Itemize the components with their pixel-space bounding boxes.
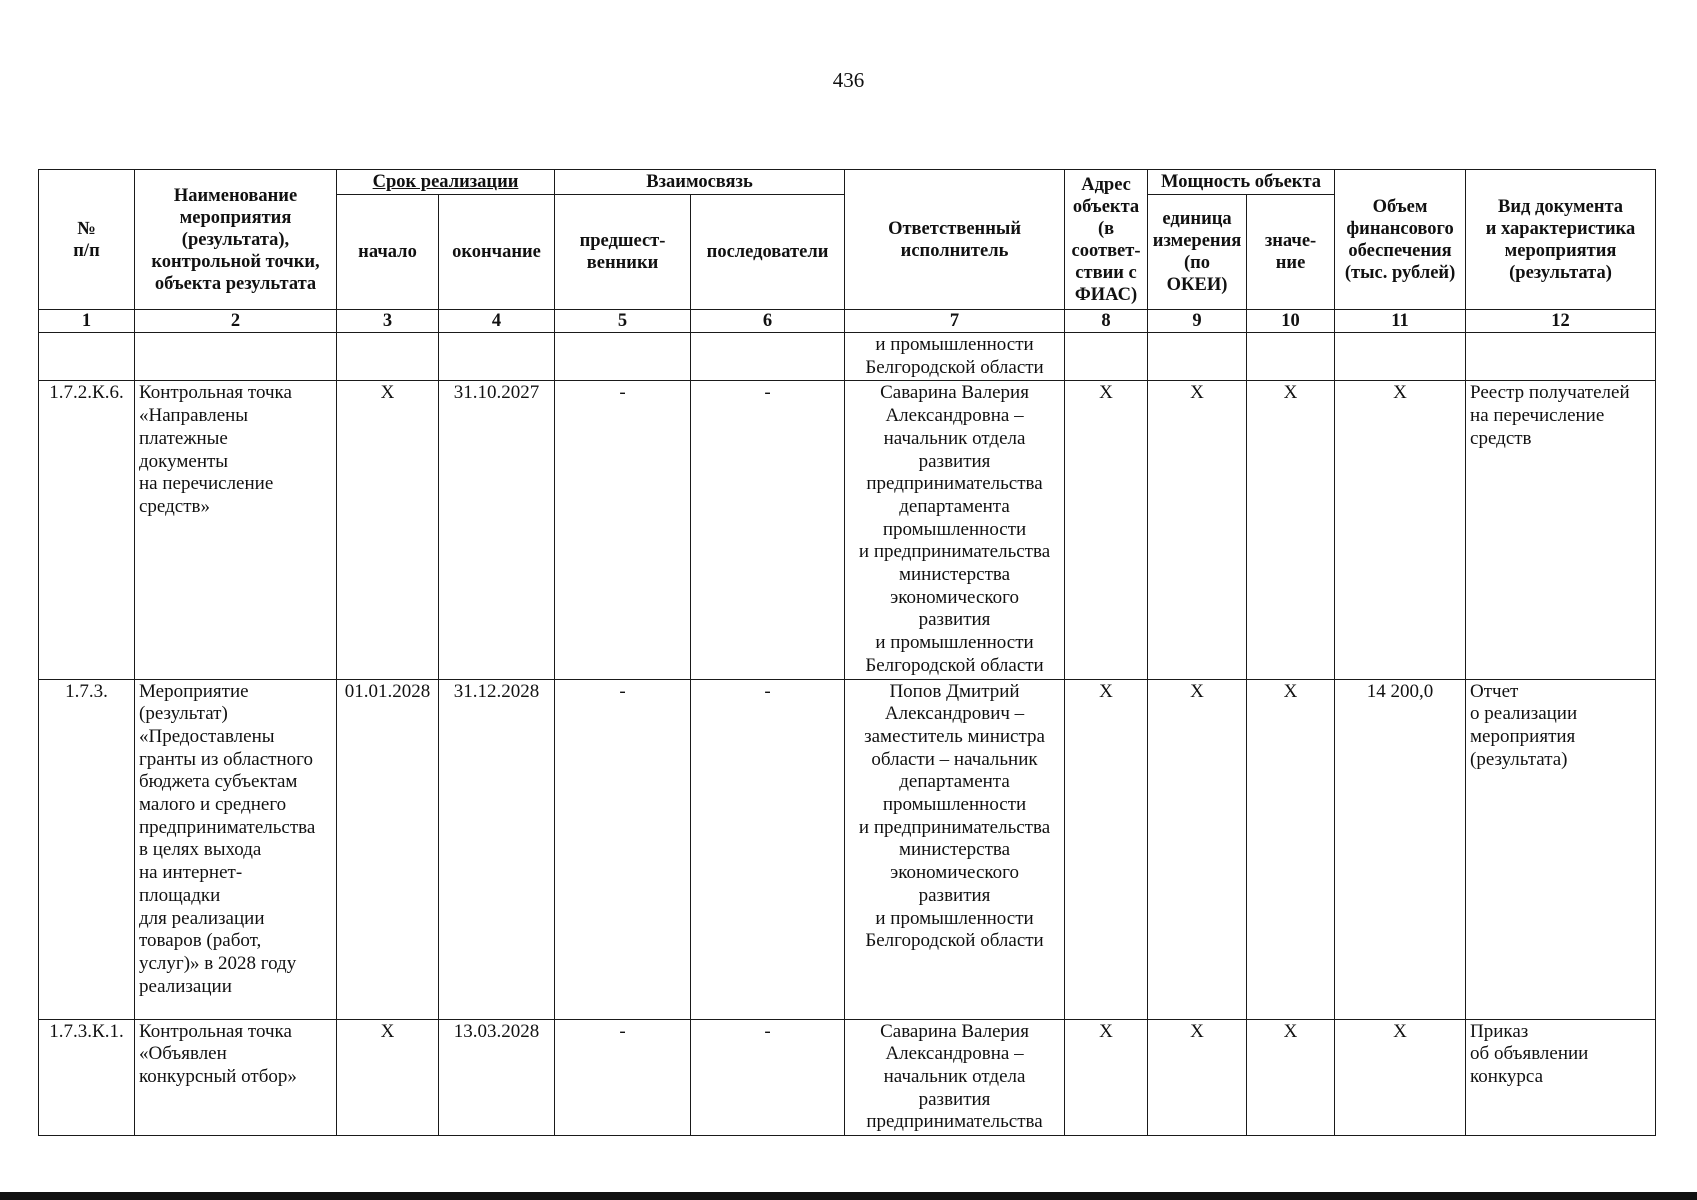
row-end: 13.03.2028 bbox=[439, 1019, 555, 1136]
row-address: X bbox=[1065, 1019, 1148, 1136]
header-doc-type: Вид документа и характеристика мероприятия (результата) bbox=[1466, 170, 1656, 310]
row-address: X bbox=[1065, 679, 1148, 1019]
header-responsible: Ответственный исполнитель bbox=[845, 170, 1065, 310]
row-start: X bbox=[337, 1019, 439, 1136]
row-number: 1.7.3.К.1. bbox=[39, 1019, 135, 1136]
row-predecessors: - bbox=[555, 381, 691, 679]
row-name bbox=[135, 333, 337, 381]
header-address: Адрес объекта (в соответ- ствии с ФИАС) bbox=[1065, 170, 1148, 310]
column-number: 8 bbox=[1065, 310, 1148, 333]
row-end bbox=[439, 333, 555, 381]
column-number: 3 bbox=[337, 310, 439, 333]
row-finance: X bbox=[1335, 381, 1466, 679]
row-responsible: Саварина Валерия Александровна – начальник отдела развития предпринимательства bbox=[845, 1019, 1065, 1136]
header-capacity: Мощность объекта bbox=[1148, 170, 1335, 195]
table-row bbox=[39, 679, 1656, 1019]
row-finance: X bbox=[1335, 1019, 1466, 1136]
row-start bbox=[337, 333, 439, 381]
row-doc: Приказ об объявлении конкурса bbox=[1466, 1019, 1656, 1136]
column-number: 7 bbox=[845, 310, 1065, 333]
row-unit bbox=[1148, 333, 1247, 381]
row-finance: 14 200,0 bbox=[1335, 679, 1466, 1019]
row-doc bbox=[1466, 333, 1656, 381]
row-number: 1.7.3. bbox=[39, 679, 135, 1019]
column-number: 11 bbox=[1335, 310, 1466, 333]
row-start: X bbox=[337, 381, 439, 679]
column-number: 2 bbox=[135, 310, 337, 333]
column-number: 1 bbox=[39, 310, 135, 333]
header-end: окончание bbox=[439, 195, 555, 310]
table-row bbox=[39, 1019, 1656, 1136]
header-name: Наименование мероприятия (результата), контрольной точки, объекта результата bbox=[135, 170, 337, 310]
row-successors bbox=[691, 333, 845, 381]
column-number: 12 bbox=[1466, 310, 1656, 333]
column-number: 9 bbox=[1148, 310, 1247, 333]
row-unit: X bbox=[1148, 679, 1247, 1019]
row-value: X bbox=[1247, 1019, 1335, 1136]
column-number: 6 bbox=[691, 310, 845, 333]
header-predecessors: предшест- венники bbox=[555, 195, 691, 310]
row-responsible: и промышленности Белгородской области bbox=[845, 333, 1065, 381]
row-name: Мероприятие (результат) «Предоставлены гранты из областного бюджета субъектам малого и среднего предпринимательства в целях выхода на интернет- площадки для реализации товаров (работ, услуг)» в 2028 году реализации bbox=[135, 679, 337, 1019]
row-finance bbox=[1335, 333, 1466, 381]
row-responsible: Саварина Валерия Александровна – начальник отдела развития предпринимательства департамента промышленности и предпринимательства министерства экономического развития и промышленности Белгородской области bbox=[845, 381, 1065, 679]
row-number bbox=[39, 333, 135, 381]
row-responsible: Попов Дмитрий Александрович – заместитель министра области – начальник департамента промышленности и предпринимательства министерства экономического развития и промышленности Белгородской области bbox=[845, 679, 1065, 1019]
column-number: 4 bbox=[439, 310, 555, 333]
header-successors: последователи bbox=[691, 195, 845, 310]
header-term: Срок реализации bbox=[337, 170, 555, 195]
table-row bbox=[39, 381, 1656, 679]
header-start: начало bbox=[337, 195, 439, 310]
row-predecessors bbox=[555, 333, 691, 381]
row-successors: - bbox=[691, 1019, 845, 1136]
header-number: № п/п bbox=[39, 170, 135, 310]
row-value: X bbox=[1247, 679, 1335, 1019]
activities-table bbox=[38, 169, 1656, 1136]
row-number: 1.7.2.К.6. bbox=[39, 381, 135, 679]
row-end: 31.10.2027 bbox=[439, 381, 555, 679]
header-relation: Взаимосвязь bbox=[555, 170, 845, 195]
column-number: 5 bbox=[555, 310, 691, 333]
row-successors: - bbox=[691, 381, 845, 679]
row-predecessors: - bbox=[555, 1019, 691, 1136]
header-finance: Объем финансового обеспечения (тыс. рублей) bbox=[1335, 170, 1466, 310]
header-unit: единица измерения (по ОКЕИ) bbox=[1148, 195, 1247, 310]
row-doc: Отчет о реализации мероприятия (результата) bbox=[1466, 679, 1656, 1019]
row-unit: X bbox=[1148, 1019, 1247, 1136]
page-bottom-edge bbox=[0, 1192, 1697, 1200]
row-predecessors: - bbox=[555, 679, 691, 1019]
row-start: 01.01.2028 bbox=[337, 679, 439, 1019]
row-value: X bbox=[1247, 381, 1335, 679]
row-value bbox=[1247, 333, 1335, 381]
row-successors: - bbox=[691, 679, 845, 1019]
row-name: Контрольная точка «Объявлен конкурсный отбор» bbox=[135, 1019, 337, 1136]
row-unit: X bbox=[1148, 381, 1247, 679]
column-numbers-row bbox=[39, 310, 1656, 333]
row-address bbox=[1065, 333, 1148, 381]
column-number: 10 bbox=[1247, 310, 1335, 333]
table-row bbox=[39, 333, 1656, 381]
header-value: значе- ние bbox=[1247, 195, 1335, 310]
row-name: Контрольная точка «Направлены платежные документы на перечисление средств» bbox=[135, 381, 337, 679]
row-doc: Реестр получателей на перечисление средств bbox=[1466, 381, 1656, 679]
row-end: 31.12.2028 bbox=[439, 679, 555, 1019]
row-address: X bbox=[1065, 381, 1148, 679]
page-number: 436 bbox=[832, 68, 865, 92]
